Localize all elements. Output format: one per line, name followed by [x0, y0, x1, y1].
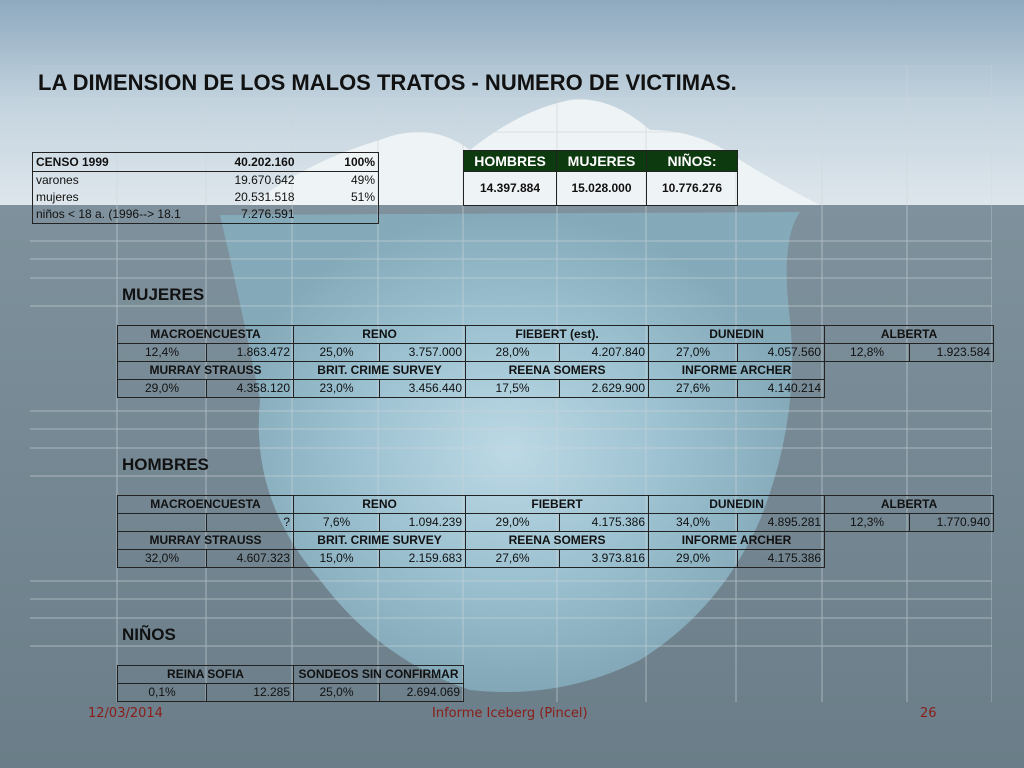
percent-cell: 12,3%	[825, 514, 910, 532]
percent-cell: 23,0%	[294, 380, 380, 398]
study-label: RENO	[294, 496, 466, 514]
empty-cell	[825, 380, 994, 398]
study-label: MURRAY STRAUSS	[118, 362, 294, 380]
ninos-table	[117, 665, 464, 702]
study-label: REENA SOMERS	[466, 532, 649, 550]
empty-cell	[825, 550, 994, 568]
totals-value-ninos: 10.776.276	[647, 172, 738, 206]
percent-cell: 29,0%	[649, 550, 738, 568]
totals-value-mujeres: 15.028.000	[557, 172, 647, 206]
percent-cell: 27,6%	[649, 380, 738, 398]
count-cell: 12.285	[207, 684, 294, 702]
study-label: ALBERTA	[825, 496, 994, 514]
censo-cell: 49%	[350, 173, 375, 187]
percent-cell: 25,0%	[294, 344, 380, 362]
study-label: SONDEOS SIN CONFIRMAR	[294, 666, 464, 684]
count-cell: 1.923.584	[910, 344, 994, 362]
hombres-value-row-1	[118, 514, 994, 532]
ninos-value-row	[118, 684, 464, 702]
censo-cell: 19.670.642	[234, 173, 295, 187]
mujeres-header-row-2	[118, 362, 994, 380]
censo-cell: 51%	[350, 190, 375, 204]
censo-cell: varones	[36, 173, 79, 187]
totals-header-mujeres: MUJERES	[557, 151, 647, 172]
count-cell: 4.895.281	[738, 514, 825, 532]
section-title-ninos: NIÑOS	[122, 625, 176, 644]
censo-header-label: CENSO 1999	[33, 153, 218, 172]
count-cell: 4.175.386	[738, 550, 825, 568]
censo-cell: niños < 18 a. (1996--> 18.1	[36, 207, 181, 221]
study-label: FIEBERT	[466, 496, 649, 514]
percent-cell	[118, 514, 207, 532]
study-label: INFORME ARCHER	[649, 532, 825, 550]
count-cell: 4.607.323	[207, 550, 294, 568]
count-cell: 3.757.000	[380, 344, 466, 362]
hombres-value-row-2	[118, 550, 994, 568]
percent-cell: 32,0%	[118, 550, 207, 568]
percent-cell: 17,5%	[466, 380, 560, 398]
study-label: ALBERTA	[825, 326, 994, 344]
study-label: MURRAY STRAUSS	[118, 532, 294, 550]
percent-cell: 7,6%	[294, 514, 380, 532]
ninos-header-row	[118, 666, 464, 684]
mujeres-table	[117, 325, 994, 398]
section-title-hombres: HOMBRES	[122, 455, 209, 474]
censo-cell	[298, 206, 379, 224]
study-label: REENA SOMERS	[466, 362, 649, 380]
count-cell: ?	[207, 514, 294, 532]
percent-cell: 0,1%	[118, 684, 207, 702]
count-cell: 2.629.900	[560, 380, 649, 398]
percent-cell: 25,0%	[294, 684, 380, 702]
study-label: RENO	[294, 326, 466, 344]
study-label: INFORME ARCHER	[649, 362, 825, 380]
totals-value-row	[464, 172, 738, 206]
study-label: REINA SOFIA	[118, 666, 294, 684]
count-cell: 1.770.940	[910, 514, 994, 532]
count-cell: 4.057.560	[738, 344, 825, 362]
totals-value-hombres: 14.397.884	[464, 172, 557, 206]
hombres-header-row-1	[118, 496, 994, 514]
censo-table	[32, 152, 379, 224]
count-cell: 4.140.214	[738, 380, 825, 398]
totals-header-ninos: NIÑOS:	[647, 151, 738, 172]
count-cell: 3.973.816	[560, 550, 649, 568]
mujeres-value-row-1	[118, 344, 994, 362]
study-label: MACROENCUESTA	[118, 326, 294, 344]
censo-row	[33, 172, 379, 190]
hombres-table	[117, 495, 994, 568]
footer-page-number: 26	[920, 706, 937, 721]
censo-header-row	[33, 153, 379, 172]
study-label: DUNEDIN	[649, 326, 825, 344]
censo-row	[33, 189, 379, 206]
percent-cell: 29,0%	[466, 514, 560, 532]
percent-cell: 34,0%	[649, 514, 738, 532]
totals-table	[463, 150, 738, 206]
footer-title: Informe Iceberg (Pincel)	[432, 706, 588, 721]
totals-header-hombres: HOMBRES	[464, 151, 557, 172]
study-label: DUNEDIN	[649, 496, 825, 514]
count-cell: 3.456.440	[380, 380, 466, 398]
section-title-mujeres: MUJERES	[122, 285, 205, 304]
study-label: BRIT. CRIME SURVEY	[294, 362, 466, 380]
study-label: BRIT. CRIME SURVEY	[294, 532, 466, 550]
censo-row	[33, 206, 379, 224]
count-cell: 1.094.239	[380, 514, 466, 532]
count-cell: 2.159.683	[380, 550, 466, 568]
percent-cell: 27,0%	[649, 344, 738, 362]
mujeres-header-row-1	[118, 326, 994, 344]
percent-cell: 15,0%	[294, 550, 380, 568]
censo-header-percent: 100%	[298, 153, 379, 172]
percent-cell: 28,0%	[466, 344, 560, 362]
censo-cell: 7.276.591	[241, 207, 295, 221]
mujeres-value-row-2	[118, 380, 994, 398]
censo-cell: 20.531.518	[234, 190, 295, 204]
footer-date: 12/03/2014	[88, 706, 163, 721]
count-cell: 2.694.069	[380, 684, 464, 702]
empty-cell	[825, 362, 994, 380]
hombres-header-row-2	[118, 532, 994, 550]
count-cell: 1.863.472	[207, 344, 294, 362]
censo-header-total: 40.202.160	[218, 153, 298, 172]
study-label: FIEBERT (est).	[466, 326, 649, 344]
page-title: LA DIMENSION DE LOS MALOS TRATOS - NUMERO DE VICTIMAS.	[38, 70, 737, 95]
count-cell: 4.358.120	[207, 380, 294, 398]
count-cell: 4.207.840	[560, 344, 649, 362]
percent-cell: 29,0%	[118, 380, 207, 398]
totals-header-row	[464, 151, 738, 172]
percent-cell: 12,8%	[825, 344, 910, 362]
censo-cell: mujeres	[36, 190, 79, 204]
count-cell: 4.175.386	[560, 514, 649, 532]
study-label: MACROENCUESTA	[118, 496, 294, 514]
percent-cell: 27,6%	[466, 550, 560, 568]
percent-cell: 12,4%	[118, 344, 207, 362]
empty-cell	[825, 532, 994, 550]
